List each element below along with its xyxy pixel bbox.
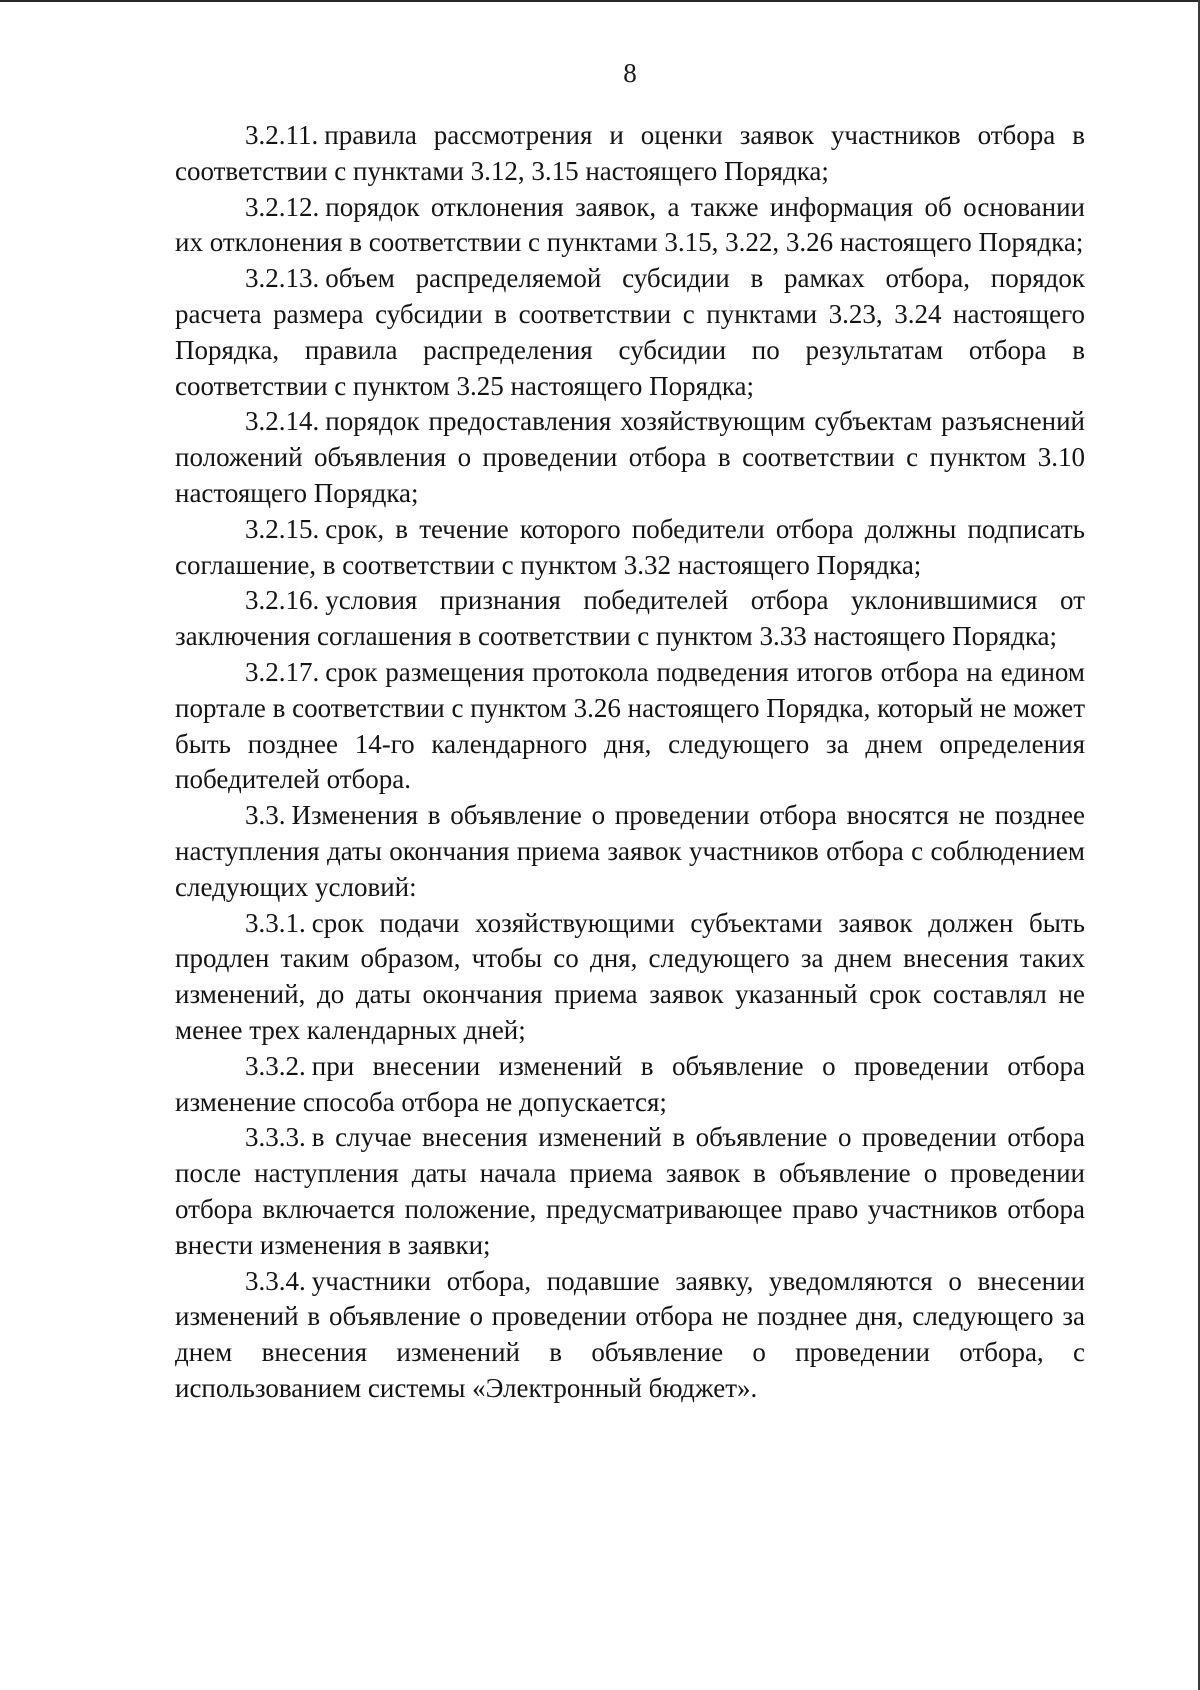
clause-number: 3.2.11. (245, 120, 319, 150)
clause-text: участники отбора, подавшие заявку, уведомляются о внесении изменений в объявление о проведении отбора не позднее дня, следующего за днем внесения изменений в объявление о проведении отбора, с использованием системы «Электронный бюджет». (175, 1265, 1085, 1403)
clause-number: 3.2.17. (245, 656, 320, 687)
clause-number: 3.3.4. (245, 1265, 306, 1296)
clause-text: правила рассмотрения и оценки заявок участников отбора в соответствии с пунктами 3.12, 3.15 настоящего Порядка; (175, 120, 1085, 186)
clause-text: в случае внесения изменений в объявление о проведении отбора после наступления даты начала приема заявок в объявление о проведении отбора включается положение, предусматривающее право участников отбора внести изменения в заявки; (175, 1122, 1085, 1260)
clause-number: 3.2.12. (245, 191, 320, 222)
clause-text: при внесении изменений в объявление о проведении отбора изменение способа отбора не допускается; (175, 1050, 1085, 1117)
paragraph-3-3 (175, 798, 1085, 905)
clause-text: срок, в течение которого победители отбора должны подписать соглашение, в соответствии с пунктом 3.32 настоящего Порядка; (175, 513, 1085, 580)
clause-number: 3.3.1. (245, 907, 306, 938)
clause-number: 3.3.2. (245, 1050, 306, 1081)
clause-number: 3.2.13. (245, 263, 320, 294)
clause-number: 3.3.3. (245, 1122, 306, 1153)
clause-number: 3.2.14. (245, 406, 320, 437)
scan-edge-top (0, 0, 1200, 2)
paragraph-3-3-2 (175, 1049, 1085, 1121)
clause-number: 3.2.15. (245, 513, 320, 544)
paragraph-3-2-14 (175, 404, 1085, 511)
paragraph-3-2-11 (175, 118, 1085, 190)
paragraph-3-2-13 (175, 261, 1085, 404)
clause-number: 3.2.16. (245, 585, 320, 616)
paragraph-3-2-12 (175, 190, 1085, 262)
paragraph-3-3-3 (175, 1120, 1085, 1263)
paragraph-3-2-15 (175, 512, 1085, 584)
clause-text: Изменения в объявление о проведении отбора вносятся не позднее наступления даты окончания приема заявок участников отбора с соблюдением следующих условий: (175, 800, 1085, 902)
clause-text: порядок предоставления хозяйствующим субъектам разъяснений положений объявления о проведении отбора в соответствии с пунктом 3.10 настоящего Порядка; (175, 406, 1085, 508)
clause-text: срок размещения протокола подведения итогов отбора на едином портале в соответствии с пунктом 3.26 настоящего Порядка, который не может быть позднее 14-го календарного дня, следующего за днем определения победителей отбора. (175, 656, 1086, 795)
paragraph-3-2-16 (175, 583, 1085, 655)
clause-text: срок подачи хозяйствующими субъектами заявок должен быть продлен таким образом, чтобы со дня, следующего за днем внесения таких изменений, до даты окончания приема заявок указанный срок составлял не менее трех календарных дней; (175, 907, 1085, 1045)
clause-text: порядок отклонения заявок, а также информация об основании их отклонения в соответствии с пунктами 3.15, 3.22, 3.26 настоящего Порядка; (175, 191, 1085, 258)
clause-number: 3.3. (245, 800, 286, 831)
paragraph-3-3-4 (175, 1264, 1085, 1407)
document-body (175, 118, 1085, 1407)
page-number: 8 (623, 58, 637, 88)
paragraph-3-3-1 (175, 906, 1085, 1049)
paragraph-3-2-17 (175, 655, 1085, 798)
clause-text: условия признания победителей отбора уклонившимися от заключения соглашения в соответствии с пунктом 3.33 настоящего Порядка; (175, 585, 1085, 652)
clause-text: объем распределяемой субсидии в рамках отбора, порядок расчета размера субсидии в соответствии с пунктами 3.23, 3.24 настоящего Порядка, правила распределения субсидии по результатам отбора в соответствии с пунктом 3.25 настоящего Порядка; (175, 263, 1085, 401)
